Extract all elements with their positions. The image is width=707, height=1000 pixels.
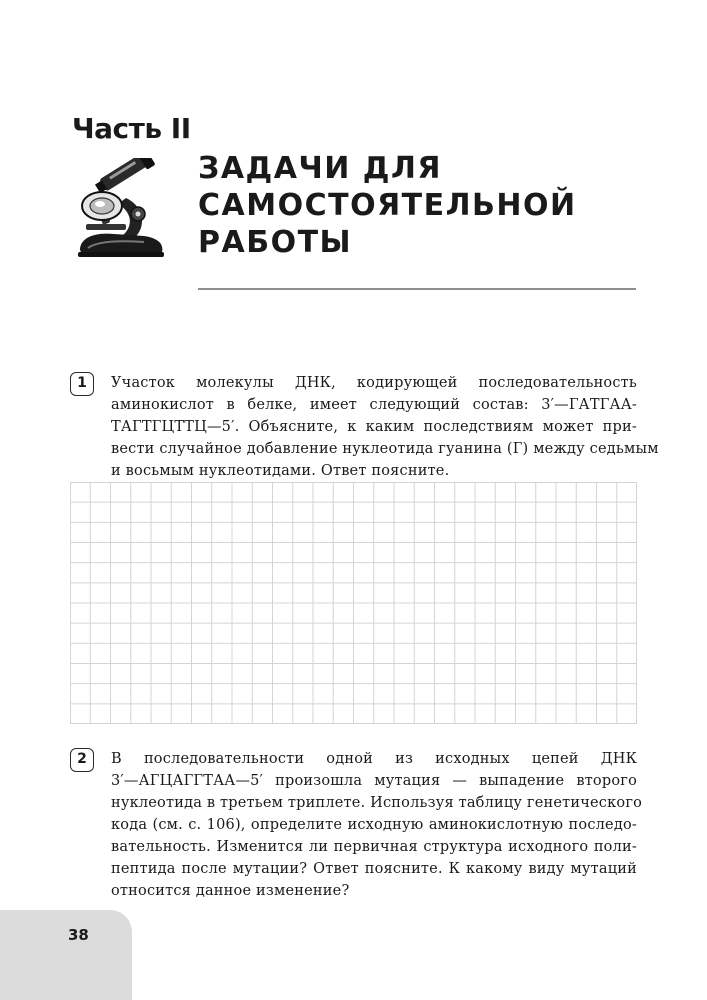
task-text-line: вательность. Изменится ли первичная структура исходного поли- <box>111 839 637 855</box>
task-text-line: кода (см. с. 106), определите исходную аминокислотную последо- <box>111 817 637 833</box>
microscope-icon <box>74 158 174 260</box>
task-text-line: пептида после мутации? Ответ поясните. К какому виду мутаций <box>111 861 637 877</box>
task-text <box>111 748 643 902</box>
answer-grid[interactable] <box>70 482 637 724</box>
task-text-line: вести случайное добавление нуклеотида гуанина (Г) между седьмым <box>111 441 659 457</box>
task-text-line: В последовательности одной из исходных цепей ДНК <box>111 751 637 767</box>
section-title-line: САМОСТОЯТЕЛЬНОЙ <box>198 188 577 223</box>
task-number-badge: 1 <box>70 372 94 396</box>
section-title-line: ЗАДАЧИ ДЛЯ <box>198 151 442 186</box>
task-number-badge: 2 <box>70 748 94 772</box>
part-label: Часть II <box>72 112 191 145</box>
task-text <box>111 372 659 482</box>
page-number: 38 <box>68 926 89 944</box>
task-text-line: относится данное изменение? <box>111 883 350 899</box>
section-title-line: РАБОТЫ <box>198 225 353 260</box>
section-title <box>198 150 638 261</box>
task-text-line: нуклеотида в третьем триплете. Используя таблицу генетического <box>111 795 643 811</box>
task-text-line: аминокислот в белке, имеет следующий состав: 3′—ГАТГАА- <box>111 397 637 413</box>
title-divider <box>198 288 636 290</box>
task-text-line: Участок молекулы ДНК, кодирующей последовательность <box>111 375 637 391</box>
task-text-line: ТАГТГЦТТЦ—5′. Объясните, к каким последствиям может при- <box>111 419 637 435</box>
page-number-tab <box>0 910 132 1000</box>
task-2 <box>70 748 643 902</box>
task-text-line: 3′—АГЦАГГТАА—5′ произошла мутация — выпадение второго <box>111 773 637 789</box>
task-1 <box>70 372 659 482</box>
task-text-line: и восьмым нуклеотидами. Ответ поясните. <box>111 463 450 479</box>
